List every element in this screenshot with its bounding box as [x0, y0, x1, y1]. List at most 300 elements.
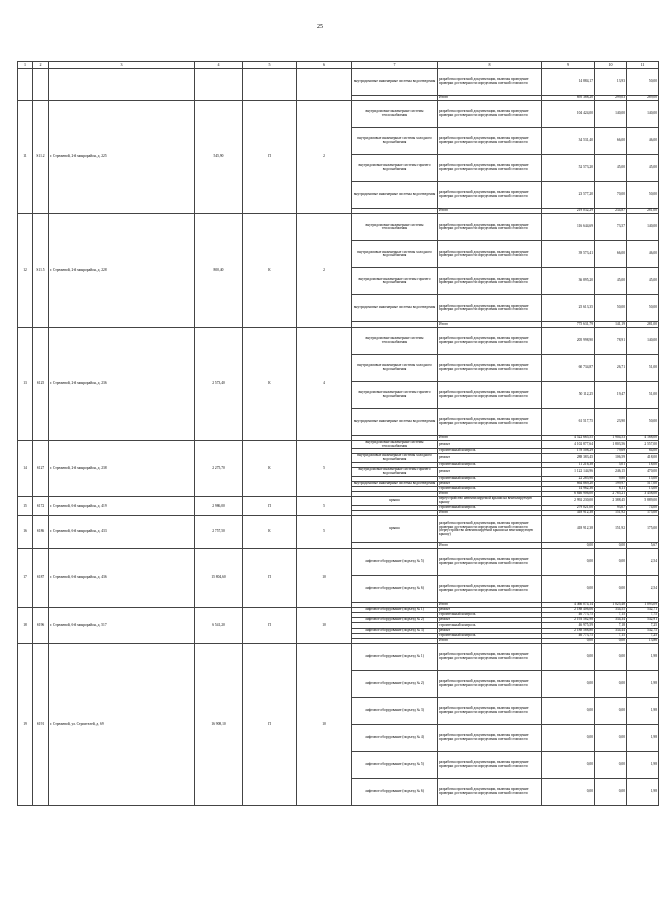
work-type: разработка проектной документации, включая проведение проверки достоверности определения сметной стоимости	[438, 327, 542, 354]
max-unit-cost: 84,00	[627, 449, 659, 454]
column-number-header	[18, 62, 659, 69]
total-area: 2 986,00	[195, 497, 243, 516]
table-row	[18, 516, 659, 543]
work-cost: 0,00	[542, 575, 595, 602]
unit-cost: 246,15	[595, 468, 627, 477]
header-col-11: 11	[627, 62, 659, 69]
unit-cost: 66,00	[595, 128, 627, 155]
work-cost: 36 895,20	[542, 268, 595, 295]
unit-cost: 6,11	[595, 487, 627, 492]
header-col-10: 10	[595, 62, 627, 69]
header-col-3: 3	[49, 62, 195, 69]
work-type: строительный контроль	[438, 487, 542, 492]
repair-type: лифтовое оборудование (подъезд № 5)	[352, 548, 438, 575]
repair-type: внутридомовые инженерные системы холодного водоснабжения	[352, 454, 438, 463]
work-type: строительный контроль	[438, 612, 542, 617]
work-cost: 279 021,00	[542, 506, 595, 511]
repair-type: внутридомовые инженерные системы водоотведения	[352, 481, 438, 486]
total-area: 2 757,50	[195, 516, 243, 548]
max-unit-cost: 470,00	[627, 468, 659, 477]
repair-type: внутридомовые инженерные системы теплоснабжения	[352, 440, 438, 449]
max-unit-cost: 2,54	[627, 575, 659, 602]
max-unit-cost: 51,00	[627, 354, 659, 381]
max-unit-cost: 13,86	[627, 638, 659, 643]
repair-type: внутридомовые инженерные системы водоотведения	[352, 295, 438, 322]
object-code: S11.2	[33, 101, 49, 214]
header-col-2: 2	[33, 62, 49, 69]
repair-type: лифтовое оборудование (подъезд № 6)	[352, 779, 438, 806]
unit-cost: 2 785,21	[595, 492, 627, 497]
unit-cost: 0,00	[595, 752, 627, 779]
work-cost: 60 734,87	[542, 354, 595, 381]
work-cost: 46 975,59	[542, 623, 595, 628]
work-type: Итого	[438, 322, 542, 327]
work-type: разработка проектной документации, включая проведение проверки достоверности определения сметной стоимости	[438, 69, 542, 96]
object-code: S191	[33, 644, 49, 806]
max-unit-cost: 175,00	[627, 511, 659, 516]
max-unit-cost: 542,75	[627, 628, 659, 633]
work-cost: 25 613,35	[542, 295, 595, 322]
unit-cost: 151,92	[595, 516, 627, 543]
max-unit-cost: 50,00	[627, 69, 659, 96]
wall-material: П	[243, 548, 297, 607]
work-cost: 34 531,40	[542, 128, 595, 155]
work-cost: 39 573,41	[542, 241, 595, 268]
unit-cost: 70,00	[595, 182, 627, 209]
max-unit-cost: 2 557,00	[627, 440, 659, 449]
work-type: ремонт	[438, 628, 542, 633]
work-cost: 50 112,25	[542, 381, 595, 408]
unit-cost: 26,71	[595, 354, 627, 381]
work-cost: 14 962,36	[542, 487, 595, 492]
unit-cost: 45,00	[595, 268, 627, 295]
total-area: 545,90	[195, 101, 243, 214]
max-unit-cost: 140,00	[627, 101, 659, 128]
max-unit-cost: 46,00	[627, 241, 659, 268]
repair-type: внутридомовые инженерные системы теплоснабжения	[352, 214, 438, 241]
repair-type: внутридомовые инженерные системы холодного водоснабжения	[352, 128, 438, 155]
repair-type: внутридомовые инженерные системы водоотведения	[352, 69, 438, 96]
work-cost: 288 383,45	[542, 454, 595, 463]
work-cost: 61 517,75	[542, 408, 595, 435]
row-index: 14	[18, 440, 33, 497]
work-type: ремонт	[438, 481, 542, 486]
unit-cost: 334,34	[595, 618, 627, 623]
header-col-5: 5	[243, 62, 297, 69]
total-area: 800,40	[195, 214, 243, 327]
wall-material: П	[243, 101, 297, 214]
work-type: разработка проектной документации, включая проведение проверки достоверности определения сметной стоимости	[438, 408, 542, 435]
object-address: г. Стрежевой, 2-й микрорайон, д. 236	[49, 327, 195, 440]
row-index: 19	[18, 644, 33, 806]
max-unit-cost: 3 458,00	[627, 492, 659, 497]
capital-repair-table	[17, 61, 659, 806]
wall-material: К	[243, 516, 297, 548]
row-index: 11	[18, 101, 33, 214]
wall-material: П	[243, 607, 297, 643]
work-type: строительный контроль	[438, 506, 542, 511]
work-type: разработка проектной документации, включая проведение проверки достоверности определения сметной стоимости	[438, 241, 542, 268]
floor-count: 4	[297, 327, 352, 440]
work-cost: 0,00	[542, 644, 595, 671]
work-cost: 418 912,38	[542, 516, 595, 543]
table-row	[18, 327, 659, 354]
table-row	[18, 644, 659, 671]
unit-cost: 0,00	[595, 548, 627, 575]
max-unit-cost: 289,00	[627, 96, 659, 101]
work-cost: 4 466 074,14	[542, 602, 595, 607]
object-address: г. Стрежевой, 6-й микрорайон, д. 436	[49, 548, 195, 607]
repair-type: внутридомовые инженерные системы водоотведения	[352, 182, 438, 209]
repair-type: внутридомовые инженерные системы теплоснабжения	[352, 101, 438, 128]
object-code: S11.5	[33, 214, 49, 327]
floor-count: 2	[297, 214, 352, 327]
unit-cost: 13,93	[595, 69, 627, 96]
object-address: г. Стрежевой, 6-й микрорайон, д. 433	[49, 516, 195, 548]
total-area: 2 573,40	[195, 327, 243, 440]
work-cost: 11 216,38	[542, 463, 595, 468]
work-cost: 104 424,00	[542, 101, 595, 128]
max-unit-cost: 7,25	[627, 633, 659, 638]
max-unit-cost: 7,25	[627, 623, 659, 628]
unit-cost: 45,00	[595, 155, 627, 182]
work-type: переустройство невентилируемой крыши на вентилируемую крышу	[438, 497, 542, 506]
object-code: S125	[33, 327, 49, 440]
work-type: строительный контроль	[438, 633, 542, 638]
work-type: разработка проектной документации, включая проведение проверки достоверности определения сметной стоимости	[438, 155, 542, 182]
wall-material: П	[243, 497, 297, 516]
work-cost: 418 912,38	[542, 511, 595, 516]
work-type: Итого	[438, 543, 542, 548]
wall-material: К	[243, 327, 297, 440]
repair-type: внутридомовые инженерные системы холодного водоснабжения	[352, 354, 438, 381]
max-unit-cost: 51,00	[627, 381, 659, 408]
table-row	[18, 548, 659, 575]
object-code: S186	[33, 516, 49, 548]
unit-cost: 140,00	[595, 101, 627, 128]
max-unit-cost: 418,00	[627, 454, 659, 463]
repair-type: внутридомовые инженерные системы водоотведения	[352, 408, 438, 435]
work-type: ремонт	[438, 607, 542, 612]
unit-cost: 5,01	[595, 463, 627, 468]
max-unit-cost: 2,54	[627, 548, 659, 575]
wall-material	[243, 69, 297, 101]
repair-type: внутридомовые инженерные системы холодного водоснабжения	[352, 241, 438, 268]
work-cost: 2 992 230,00	[542, 497, 595, 506]
max-unit-cost: 45,00	[627, 155, 659, 182]
object-code	[33, 69, 49, 101]
work-type: разработка проектной документации, включая проведение проверки достоверности определения сметной стоимости	[438, 548, 542, 575]
unit-cost: 151,92	[595, 511, 627, 516]
work-type: разработка проектной документации, включая проведение проверки достоверности определения сметной стоимости	[438, 752, 542, 779]
work-cost: 205 998,90	[542, 327, 595, 354]
max-unit-cost: 140,00	[627, 214, 659, 241]
repair-type: лифтовое оборудование (подъезд № 3)	[352, 628, 438, 633]
object-code: S127	[33, 440, 49, 497]
work-cost: 6 846 906,00	[542, 492, 595, 497]
floor-count: 10	[297, 548, 352, 607]
total-area: 6 541,20	[195, 607, 243, 643]
total-area: 2 275,70	[195, 440, 243, 497]
unit-cost: 2 388,45	[595, 497, 627, 506]
work-cost: 1 122 144,96	[542, 468, 595, 477]
unit-cost: 141,19	[595, 322, 627, 327]
max-unit-cost: 15,00	[627, 476, 659, 481]
unit-cost: 0,00	[595, 638, 627, 643]
repair-type: внутридомовые инженерные системы горячего водоснабжения	[352, 268, 438, 295]
work-cost: 0,00	[542, 543, 595, 548]
work-cost: 46 773,75	[542, 612, 595, 617]
max-unit-cost: 1,98	[627, 752, 659, 779]
work-cost: 4 102 877,64	[542, 440, 595, 449]
work-type: Итого	[438, 435, 542, 440]
floor-count	[297, 69, 352, 101]
header-col-7: 7	[352, 62, 438, 69]
unit-cost: 106,59	[595, 454, 627, 463]
unit-cost: 79,69	[595, 449, 627, 454]
unit-cost: 0,00	[595, 543, 627, 548]
max-unit-cost: 517,00	[627, 481, 659, 486]
row-index: 15	[18, 497, 33, 516]
table-row	[18, 440, 659, 449]
unit-cost: 199,97	[595, 481, 627, 486]
max-unit-cost: 281,00	[627, 322, 659, 327]
repair-type: лифтовое оборудование (подъезд № 3)	[352, 698, 438, 725]
unit-cost: 0,00	[595, 644, 627, 671]
repair-type: лифтовое оборудование (подъезд № 1)	[352, 644, 438, 671]
object-address: г. Стрежевой, 2-й микрорайон, д. 238	[49, 440, 195, 497]
max-unit-cost: 175,00	[627, 516, 659, 543]
floor-count: 10	[297, 644, 352, 806]
unit-cost: 0,00	[595, 671, 627, 698]
repair-type: лифтовое оборудование (подъезд № 1)	[352, 607, 438, 612]
max-unit-cost: 74,00	[627, 506, 659, 511]
work-cost: 0,00	[542, 752, 595, 779]
work-cost: 2 188 406,06	[542, 607, 595, 612]
max-unit-cost: 18,00	[627, 463, 659, 468]
work-type: Итого	[438, 492, 542, 497]
repair-type: лифтовое оборудование (подъезд № 6)	[352, 575, 438, 602]
max-unit-cost: 542,91	[627, 618, 659, 623]
repair-type: лифтовое оборудование (подъезд № 2)	[352, 618, 438, 623]
header-col-9: 9	[542, 62, 595, 69]
work-type: разработка проектной документации, включая проведение проверки достоверности определения сметной стоимости	[438, 381, 542, 408]
work-type: разработка проектной документации, включая проведение проверки достоверности определения сметной стоимости	[438, 268, 542, 295]
table-row	[18, 214, 659, 241]
unit-cost: 23,90	[595, 408, 627, 435]
total-area	[195, 69, 243, 101]
object-address: г. Стрежевой, ул. Строителей, д. 69	[49, 644, 195, 806]
work-cost: 695 388,20	[542, 96, 595, 101]
unit-cost: 66,00	[595, 241, 627, 268]
floor-count: 10	[297, 607, 352, 643]
object-code: S196	[33, 607, 49, 643]
unit-cost: 0,00	[595, 575, 627, 602]
max-unit-cost: 7,75	[627, 612, 659, 617]
work-cost: 775 631,79	[542, 322, 595, 327]
repair-type: внутридомовые инженерные системы горячего водоснабжения	[352, 468, 438, 477]
repair-type: внутридомовые инженерные системы теплоснабжения	[352, 327, 438, 354]
max-unit-cost: 1,98	[627, 644, 659, 671]
work-type: ремонт	[438, 468, 542, 477]
work-type: разработка проектной документации, включая проведение проверки достоверности определения сметной стоимости	[438, 644, 542, 671]
work-cost: 23 577,20	[542, 182, 595, 209]
work-type: строительный контроль	[438, 623, 542, 628]
unit-cost: 7,15	[595, 633, 627, 638]
unit-cost: 7,15	[595, 612, 627, 617]
work-cost: 664 869,20	[542, 481, 595, 486]
table-row	[18, 497, 659, 506]
total-area: 15 804,60	[195, 548, 243, 607]
repair-type: лифтовое оборудование (подъезд № 2)	[352, 671, 438, 698]
unit-cost: 78,91	[595, 327, 627, 354]
work-type: ремонт	[438, 440, 542, 449]
unit-cost: 0,00	[595, 698, 627, 725]
work-cost: 0,00	[542, 698, 595, 725]
max-unit-cost: 140,00	[627, 327, 659, 354]
unit-cost: 19,47	[595, 381, 627, 408]
work-type: ремонт	[438, 618, 542, 623]
table-row	[18, 101, 659, 128]
unit-cost: 73,57	[595, 214, 627, 241]
work-cost: 52 573,20	[542, 155, 595, 182]
max-unit-cost: 45,00	[627, 268, 659, 295]
max-unit-cost: 50,00	[627, 408, 659, 435]
work-type: разработка проектной документации, включая проведение проверки достоверности определения сметной стоимости	[438, 214, 542, 241]
repair-type: крыша	[352, 497, 438, 506]
work-cost: 0,00	[542, 548, 595, 575]
work-type: разработка проектной документации, включая проведение проверки достоверности определения сметной стоимости (переустройство невентилируемой крыши на вентилируемую крышу)	[438, 516, 542, 543]
work-type: ремонт	[438, 454, 542, 463]
work-cost: 0,00	[542, 725, 595, 752]
row-index: 18	[18, 607, 33, 643]
work-type: строительный контроль	[438, 476, 542, 481]
unit-cost: 93,07	[595, 506, 627, 511]
work-cost: 4 522 665,55	[542, 435, 595, 440]
work-cost: 0,00	[542, 779, 595, 806]
object-code: S187	[33, 548, 49, 607]
work-type: разработка проектной документации, включая проведение проверки достоверности определения сметной стоимости	[438, 779, 542, 806]
wall-material: П	[243, 644, 297, 806]
work-cost: 14 884,17	[542, 69, 595, 96]
max-unit-cost: 1 093,09	[627, 602, 659, 607]
work-type: разработка проектной документации, включая проведение проверки достоверности определения сметной стоимости	[438, 725, 542, 752]
table-row	[18, 69, 659, 96]
work-type: разработка проектной документации, включая проведение проверки достоверности определения сметной стоимости	[438, 671, 542, 698]
wall-material: К	[243, 214, 297, 327]
max-unit-cost: 1,98	[627, 779, 659, 806]
repair-type: крыша	[352, 516, 438, 543]
unit-cost: 299,03	[595, 96, 627, 101]
max-unit-cost: 1,98	[627, 725, 659, 752]
object-address: г. Стрежевой, 2-й микрорайон, д. 228	[49, 214, 195, 327]
unit-cost: 1 025,48	[595, 602, 627, 607]
work-cost: 2 193 582,98	[542, 618, 595, 623]
max-unit-cost: 13,00	[627, 487, 659, 492]
total-area: 16 908,10	[195, 644, 243, 806]
work-type: разработка проектной документации, включая проведение проверки достоверности определения сметной стоимости	[438, 295, 542, 322]
page-number: 25	[317, 24, 323, 30]
row-index	[18, 69, 33, 101]
floor-count: 5	[297, 516, 352, 548]
floor-count: 5	[297, 497, 352, 516]
work-type: Итого	[438, 511, 542, 516]
work-type: разработка проектной документации, включая проведение проверки достоверности определения сметной стоимости	[438, 575, 542, 602]
work-type: Итого	[438, 638, 542, 643]
max-unit-cost: 50,00	[627, 182, 659, 209]
repair-type: внутридомовые инженерные системы горячего водоснабжения	[352, 381, 438, 408]
unit-cost: 1 904,53	[595, 435, 627, 440]
max-unit-cost: 5 889,00	[627, 497, 659, 506]
unit-cost: 50,00	[595, 295, 627, 322]
object-code: S172	[33, 497, 49, 516]
max-unit-cost: 1,98	[627, 671, 659, 698]
work-type: разработка проектной документации, включая проведение проверки достоверности определения сметной стоимости	[438, 354, 542, 381]
unit-cost: 1 803,56	[595, 440, 627, 449]
repair-type: внутридомовые инженерные системы горячего водоснабжения	[352, 155, 438, 182]
unit-cost: 334,44	[595, 628, 627, 633]
work-type: Итого	[438, 209, 542, 214]
header-col-4: 4	[195, 62, 243, 69]
unit-cost: 7,18	[595, 623, 627, 628]
table-body	[18, 69, 659, 806]
row-index: 16	[18, 516, 33, 548]
work-cost: 0,00	[542, 671, 595, 698]
header-col-8: 8	[438, 62, 542, 69]
max-unit-cost: 46,00	[627, 128, 659, 155]
work-cost: 22 285,96	[542, 476, 595, 481]
header-col-6: 6	[297, 62, 352, 69]
work-type: строительный контроль	[438, 463, 542, 468]
object-address: г. Стрежевой, 6-й микрорайон, д. 517	[49, 607, 195, 643]
object-address	[49, 69, 195, 101]
row-index: 13	[18, 327, 33, 440]
work-type: Итого	[438, 96, 542, 101]
repair-type: лифтовое оборудование (подъезд № 4)	[352, 725, 438, 752]
row-index: 17	[18, 548, 33, 607]
max-unit-cost: 50,00	[627, 295, 659, 322]
unit-cost: 234,87	[595, 209, 627, 214]
unit-cost: 334,55	[595, 607, 627, 612]
max-unit-cost: 4 168,00	[627, 435, 659, 440]
object-address: г. Стрежевой, 6-й микрорайон, д. 419	[49, 497, 195, 516]
work-cost: 116 644,69	[542, 214, 595, 241]
unit-cost: 0,00	[595, 779, 627, 806]
work-type: разработка проектной документации, включая проведение проверки достоверности определения сметной стоимости	[438, 182, 542, 209]
work-type: разработка проектной документации, включая проведение проверки достоверности определения сметной стоимости	[438, 698, 542, 725]
work-cost: 0,00	[542, 638, 595, 643]
object-address: г. Стрежевой, 2-й микрорайон, д. 225	[49, 101, 195, 214]
work-type: строительный контроль	[438, 449, 542, 454]
work-type: Итого	[438, 602, 542, 607]
max-unit-cost: 1,98	[627, 698, 659, 725]
work-cost: 46 773,75	[542, 633, 595, 638]
max-unit-cost: 281,00	[627, 209, 659, 214]
floor-count: 2	[297, 101, 352, 214]
header-col-1: 1	[18, 62, 33, 69]
floor-count: 5	[297, 440, 352, 497]
wall-material: К	[243, 440, 297, 497]
work-type: разработка проектной документации, включая проведение проверки достоверности определения сметной стоимости	[438, 128, 542, 155]
work-cost: 219 032,29	[542, 209, 595, 214]
max-unit-cost: 542,71	[627, 607, 659, 612]
max-unit-cost: 5,67	[627, 543, 659, 548]
work-type: разработка проектной документации, включая проведение проверки достоверности определения сметной стоимости	[438, 101, 542, 128]
repair-type: лифтовое оборудование (подъезд № 5)	[352, 752, 438, 779]
unit-cost: 0,00	[595, 725, 627, 752]
work-cost: 178 508,29	[542, 449, 595, 454]
work-cost: 2 188 588,80	[542, 628, 595, 633]
